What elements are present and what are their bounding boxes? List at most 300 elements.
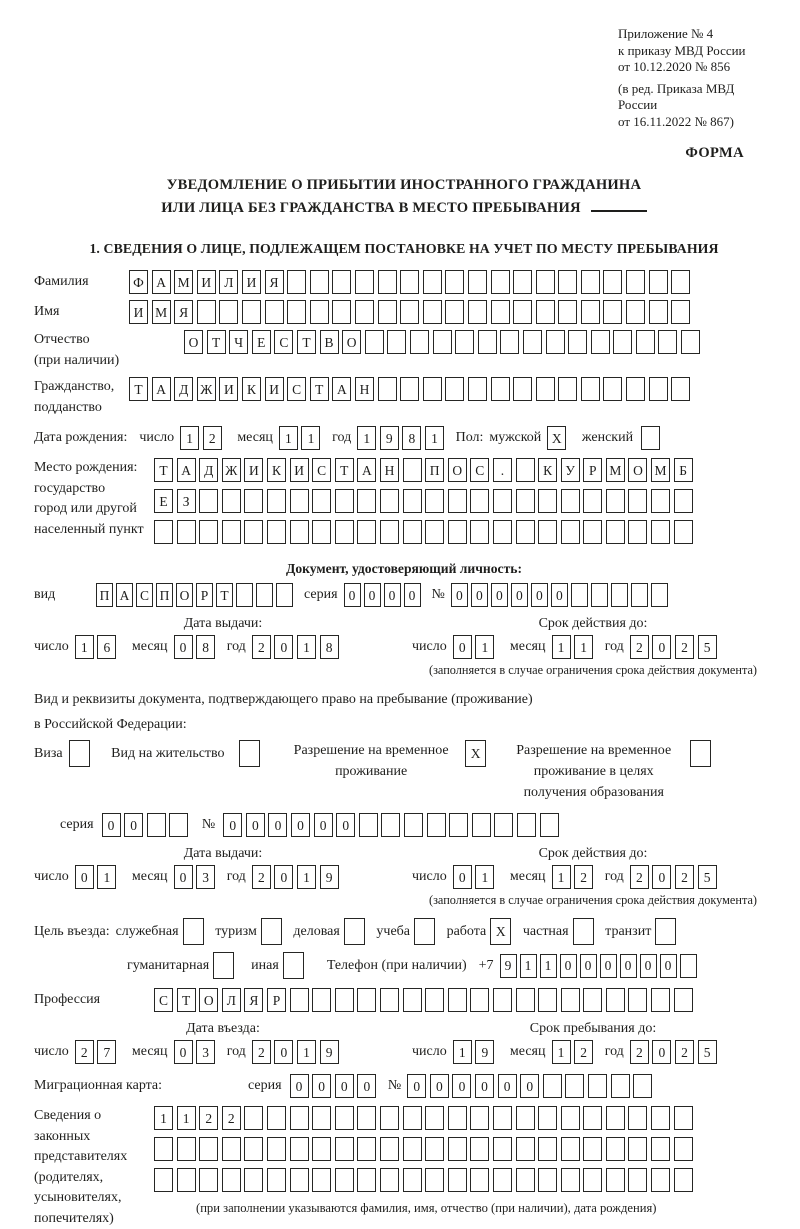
char-cell[interactable] — [387, 330, 406, 354]
char-cell[interactable] — [571, 583, 588, 607]
char-cell[interactable] — [606, 1168, 625, 1192]
char-cell[interactable]: 0 — [452, 1074, 471, 1098]
char-cell[interactable] — [312, 1168, 331, 1192]
char-cell[interactable] — [671, 377, 690, 401]
char-cell[interactable] — [359, 813, 378, 837]
char-cell[interactable] — [256, 583, 273, 607]
char-cell[interactable]: 2 — [675, 635, 694, 659]
char-cell[interactable] — [335, 988, 354, 1012]
char-cell[interactable] — [523, 330, 542, 354]
char-cell[interactable]: П — [425, 458, 444, 482]
char-cell[interactable] — [516, 458, 535, 482]
char-cell[interactable]: Р — [196, 583, 213, 607]
char-cell[interactable]: 1 — [520, 954, 537, 978]
char-cell[interactable] — [649, 377, 668, 401]
char-cell[interactable]: X — [547, 426, 566, 450]
char-cell[interactable] — [445, 300, 464, 324]
char-cell[interactable]: С — [274, 330, 293, 354]
char-cell[interactable]: 7 — [97, 1040, 116, 1064]
char-cell[interactable] — [335, 520, 354, 544]
char-cell[interactable] — [561, 1106, 580, 1130]
char-cell[interactable] — [378, 377, 397, 401]
char-cell[interactable]: А — [177, 458, 196, 482]
char-cell[interactable]: 1 — [552, 865, 571, 889]
char-cell[interactable]: 1 — [297, 1040, 316, 1064]
char-cell[interactable] — [516, 988, 535, 1012]
char-cell[interactable]: 3 — [196, 865, 215, 889]
char-cell[interactable] — [468, 270, 487, 294]
char-cell[interactable] — [287, 270, 306, 294]
char-cell[interactable] — [404, 813, 423, 837]
char-cell[interactable]: С — [154, 988, 173, 1012]
char-cell[interactable]: А — [152, 377, 171, 401]
char-cell[interactable] — [581, 270, 600, 294]
char-cell[interactable]: К — [267, 458, 286, 482]
char-cell[interactable] — [681, 330, 700, 354]
char-cell[interactable] — [267, 1106, 286, 1130]
char-cell[interactable] — [540, 813, 559, 837]
char-cell[interactable] — [651, 1106, 670, 1130]
char-cell[interactable]: П — [156, 583, 173, 607]
char-cell[interactable] — [606, 1137, 625, 1161]
char-cell[interactable]: 1 — [552, 1040, 571, 1064]
char-cell[interactable] — [603, 377, 622, 401]
char-cell[interactable] — [448, 1168, 467, 1192]
char-cell[interactable] — [244, 1168, 263, 1192]
char-cell[interactable]: 1 — [552, 635, 571, 659]
char-cell[interactable]: 1 — [475, 635, 494, 659]
char-cell[interactable]: С — [312, 458, 331, 482]
char-cell[interactable] — [433, 330, 452, 354]
char-cell[interactable] — [312, 1106, 331, 1130]
char-cell[interactable] — [380, 988, 399, 1012]
char-cell[interactable]: 1 — [154, 1106, 173, 1130]
char-cell[interactable]: Т — [335, 458, 354, 482]
char-cell[interactable]: 5 — [698, 865, 717, 889]
char-cell[interactable]: 9 — [500, 954, 517, 978]
char-cell[interactable]: 0 — [102, 813, 121, 837]
char-cell[interactable] — [335, 1106, 354, 1130]
char-cell[interactable] — [538, 520, 557, 544]
char-cell[interactable] — [177, 1137, 196, 1161]
char-cell[interactable] — [357, 1106, 376, 1130]
char-cell[interactable]: 2 — [252, 865, 271, 889]
char-cell[interactable]: О — [176, 583, 193, 607]
char-cell[interactable] — [290, 1137, 309, 1161]
char-cell[interactable] — [403, 458, 422, 482]
char-cell[interactable] — [357, 988, 376, 1012]
char-cell[interactable] — [403, 1137, 422, 1161]
char-cell[interactable] — [493, 1106, 512, 1130]
char-cell[interactable] — [568, 330, 587, 354]
char-cell[interactable] — [671, 270, 690, 294]
char-cell[interactable] — [606, 489, 625, 513]
char-cell[interactable] — [538, 489, 557, 513]
char-cell[interactable] — [591, 330, 610, 354]
char-cell[interactable] — [414, 918, 435, 945]
char-cell[interactable]: К — [242, 377, 261, 401]
char-cell[interactable] — [332, 300, 351, 324]
char-cell[interactable] — [611, 583, 628, 607]
char-cell[interactable] — [493, 988, 512, 1012]
char-cell[interactable] — [403, 988, 422, 1012]
char-cell[interactable] — [423, 270, 442, 294]
char-cell[interactable] — [651, 1168, 670, 1192]
char-cell[interactable] — [290, 1168, 309, 1192]
char-cell[interactable]: И — [197, 270, 216, 294]
char-cell[interactable]: 0 — [274, 865, 293, 889]
char-cell[interactable]: 1 — [75, 635, 94, 659]
char-cell[interactable]: 0 — [75, 865, 94, 889]
char-cell[interactable] — [561, 1168, 580, 1192]
char-cell[interactable]: 0 — [223, 813, 242, 837]
char-cell[interactable]: 1 — [97, 865, 116, 889]
char-cell[interactable] — [290, 1106, 309, 1130]
char-cell[interactable]: 8 — [402, 426, 421, 450]
char-cell[interactable]: 2 — [630, 1040, 649, 1064]
char-cell[interactable]: X — [490, 918, 511, 945]
char-cell[interactable] — [603, 270, 622, 294]
char-cell[interactable]: О — [199, 988, 218, 1012]
char-cell[interactable]: 9 — [320, 865, 339, 889]
char-cell[interactable]: 0 — [246, 813, 265, 837]
char-cell[interactable]: 0 — [475, 1074, 494, 1098]
char-cell[interactable]: 5 — [698, 1040, 717, 1064]
char-cell[interactable] — [651, 583, 668, 607]
char-cell[interactable] — [565, 1074, 584, 1098]
char-cell[interactable]: 0 — [174, 865, 193, 889]
char-cell[interactable] — [491, 300, 510, 324]
char-cell[interactable]: 0 — [660, 954, 677, 978]
char-cell[interactable] — [513, 377, 532, 401]
char-cell[interactable]: М — [152, 300, 171, 324]
char-cell[interactable]: 2 — [252, 1040, 271, 1064]
char-cell[interactable]: Я — [244, 988, 263, 1012]
char-cell[interactable]: 0 — [511, 583, 528, 607]
char-cell[interactable] — [674, 1137, 693, 1161]
char-cell[interactable] — [470, 1106, 489, 1130]
char-cell[interactable]: Р — [267, 988, 286, 1012]
char-cell[interactable] — [500, 330, 519, 354]
char-cell[interactable]: Ж — [197, 377, 216, 401]
char-cell[interactable] — [538, 1137, 557, 1161]
char-cell[interactable]: Ф — [129, 270, 148, 294]
char-cell[interactable]: С — [470, 458, 489, 482]
char-cell[interactable] — [536, 300, 555, 324]
char-cell[interactable] — [613, 330, 632, 354]
char-cell[interactable] — [573, 918, 594, 945]
char-cell[interactable] — [626, 377, 645, 401]
char-cell[interactable]: 0 — [268, 813, 287, 837]
char-cell[interactable]: Л — [219, 270, 238, 294]
char-cell[interactable]: А — [116, 583, 133, 607]
char-cell[interactable] — [538, 1168, 557, 1192]
char-cell[interactable] — [239, 740, 260, 767]
char-cell[interactable] — [671, 300, 690, 324]
char-cell[interactable] — [468, 300, 487, 324]
char-cell[interactable]: 1 — [574, 635, 593, 659]
char-cell[interactable]: 0 — [471, 583, 488, 607]
char-cell[interactable]: 0 — [531, 583, 548, 607]
char-cell[interactable] — [177, 1168, 196, 1192]
char-cell[interactable]: 2 — [252, 635, 271, 659]
char-cell[interactable] — [147, 813, 166, 837]
char-cell[interactable]: 0 — [652, 635, 671, 659]
char-cell[interactable]: 1 — [279, 426, 298, 450]
char-cell[interactable] — [312, 988, 331, 1012]
char-cell[interactable] — [427, 813, 446, 837]
char-cell[interactable]: И — [129, 300, 148, 324]
char-cell[interactable]: Ж — [222, 458, 241, 482]
char-cell[interactable] — [628, 1168, 647, 1192]
char-cell[interactable] — [468, 377, 487, 401]
char-cell[interactable]: И — [219, 377, 238, 401]
char-cell[interactable] — [312, 489, 331, 513]
char-cell[interactable] — [655, 918, 676, 945]
char-cell[interactable] — [199, 489, 218, 513]
char-cell[interactable] — [651, 520, 670, 544]
char-cell[interactable]: 0 — [580, 954, 597, 978]
char-cell[interactable] — [628, 988, 647, 1012]
char-cell[interactable]: 0 — [274, 635, 293, 659]
char-cell[interactable]: 1 — [540, 954, 557, 978]
char-cell[interactable]: 0 — [453, 635, 472, 659]
char-cell[interactable]: 0 — [174, 635, 193, 659]
char-cell[interactable] — [403, 1106, 422, 1130]
char-cell[interactable] — [423, 300, 442, 324]
char-cell[interactable]: 0 — [451, 583, 468, 607]
char-cell[interactable] — [493, 1137, 512, 1161]
char-cell[interactable] — [583, 520, 602, 544]
char-cell[interactable]: Н — [380, 458, 399, 482]
char-cell[interactable]: 0 — [290, 1074, 309, 1098]
char-cell[interactable] — [633, 1074, 652, 1098]
char-cell[interactable]: 0 — [364, 583, 381, 607]
char-cell[interactable] — [603, 300, 622, 324]
char-cell[interactable] — [448, 520, 467, 544]
char-cell[interactable] — [267, 1137, 286, 1161]
char-cell[interactable] — [169, 813, 188, 837]
char-cell[interactable] — [378, 300, 397, 324]
char-cell[interactable]: 1 — [453, 1040, 472, 1064]
char-cell[interactable] — [674, 489, 693, 513]
char-cell[interactable] — [516, 520, 535, 544]
char-cell[interactable]: С — [287, 377, 306, 401]
char-cell[interactable]: Н — [355, 377, 374, 401]
char-cell[interactable] — [213, 952, 234, 979]
char-cell[interactable] — [538, 988, 557, 1012]
char-cell[interactable]: З — [177, 489, 196, 513]
char-cell[interactable] — [425, 1137, 444, 1161]
char-cell[interactable] — [455, 330, 474, 354]
char-cell[interactable]: 0 — [491, 583, 508, 607]
char-cell[interactable] — [244, 1137, 263, 1161]
char-cell[interactable] — [355, 270, 374, 294]
char-cell[interactable]: Т — [154, 458, 173, 482]
char-cell[interactable] — [558, 377, 577, 401]
char-cell[interactable]: 3 — [196, 1040, 215, 1064]
char-cell[interactable] — [561, 520, 580, 544]
char-cell[interactable] — [312, 520, 331, 544]
char-cell[interactable]: 0 — [551, 583, 568, 607]
char-cell[interactable] — [448, 1137, 467, 1161]
char-cell[interactable] — [516, 1137, 535, 1161]
char-cell[interactable] — [583, 489, 602, 513]
char-cell[interactable]: Р — [583, 458, 602, 482]
char-cell[interactable]: 0 — [174, 1040, 193, 1064]
char-cell[interactable] — [222, 489, 241, 513]
char-cell[interactable]: Д — [199, 458, 218, 482]
char-cell[interactable] — [628, 1106, 647, 1130]
char-cell[interactable]: О — [628, 458, 647, 482]
char-cell[interactable]: Л — [222, 988, 241, 1012]
char-cell[interactable]: 2 — [574, 865, 593, 889]
char-cell[interactable]: Т — [207, 330, 226, 354]
char-cell[interactable]: 0 — [640, 954, 657, 978]
char-cell[interactable] — [470, 1168, 489, 1192]
char-cell[interactable] — [197, 300, 216, 324]
char-cell[interactable] — [410, 330, 429, 354]
char-cell[interactable] — [425, 1168, 444, 1192]
char-cell[interactable] — [380, 1137, 399, 1161]
char-cell[interactable] — [606, 520, 625, 544]
char-cell[interactable]: 1 — [297, 865, 316, 889]
char-cell[interactable] — [680, 954, 697, 978]
char-cell[interactable] — [513, 270, 532, 294]
char-cell[interactable]: 9 — [475, 1040, 494, 1064]
char-cell[interactable]: 1 — [357, 426, 376, 450]
char-cell[interactable]: 2 — [675, 1040, 694, 1064]
char-cell[interactable]: 8 — [320, 635, 339, 659]
char-cell[interactable] — [516, 1106, 535, 1130]
char-cell[interactable] — [674, 988, 693, 1012]
char-cell[interactable] — [606, 1106, 625, 1130]
char-cell[interactable] — [493, 520, 512, 544]
char-cell[interactable]: 1 — [425, 426, 444, 450]
char-cell[interactable]: Я — [265, 270, 284, 294]
char-cell[interactable]: 1 — [180, 426, 199, 450]
char-cell[interactable] — [290, 988, 309, 1012]
char-cell[interactable] — [538, 1106, 557, 1130]
char-cell[interactable]: А — [332, 377, 351, 401]
char-cell[interactable]: Б — [674, 458, 693, 482]
char-cell[interactable]: К — [538, 458, 557, 482]
char-cell[interactable] — [583, 1106, 602, 1130]
char-cell[interactable]: Е — [154, 489, 173, 513]
char-cell[interactable]: О — [184, 330, 203, 354]
char-cell[interactable] — [357, 520, 376, 544]
char-cell[interactable] — [267, 489, 286, 513]
char-cell[interactable]: 0 — [652, 1040, 671, 1064]
char-cell[interactable] — [649, 300, 668, 324]
char-cell[interactable] — [583, 1168, 602, 1192]
char-cell[interactable]: 2 — [199, 1106, 218, 1130]
char-cell[interactable]: 2 — [675, 865, 694, 889]
char-cell[interactable] — [448, 489, 467, 513]
char-cell[interactable] — [491, 270, 510, 294]
char-cell[interactable] — [690, 740, 711, 767]
char-cell[interactable] — [470, 520, 489, 544]
char-cell[interactable] — [154, 520, 173, 544]
char-cell[interactable] — [199, 1168, 218, 1192]
char-cell[interactable]: . — [493, 458, 512, 482]
char-cell[interactable] — [674, 1168, 693, 1192]
char-cell[interactable] — [478, 330, 497, 354]
char-cell[interactable] — [310, 300, 329, 324]
char-cell[interactable] — [494, 813, 513, 837]
char-cell[interactable] — [199, 520, 218, 544]
char-cell[interactable] — [265, 300, 284, 324]
char-cell[interactable] — [583, 1137, 602, 1161]
char-cell[interactable]: Е — [252, 330, 271, 354]
char-cell[interactable] — [448, 1106, 467, 1130]
char-cell[interactable] — [628, 520, 647, 544]
char-cell[interactable] — [244, 489, 263, 513]
char-cell[interactable] — [357, 1168, 376, 1192]
char-cell[interactable] — [357, 1137, 376, 1161]
char-cell[interactable] — [591, 583, 608, 607]
char-cell[interactable]: 0 — [498, 1074, 517, 1098]
char-cell[interactable] — [470, 988, 489, 1012]
char-cell[interactable] — [536, 270, 555, 294]
char-cell[interactable]: 0 — [384, 583, 401, 607]
char-cell[interactable]: Т — [129, 377, 148, 401]
char-cell[interactable] — [626, 300, 645, 324]
char-cell[interactable]: 0 — [407, 1074, 426, 1098]
char-cell[interactable] — [651, 489, 670, 513]
char-cell[interactable] — [154, 1137, 173, 1161]
char-cell[interactable] — [425, 489, 444, 513]
char-cell[interactable]: 0 — [291, 813, 310, 837]
char-cell[interactable]: 1 — [475, 865, 494, 889]
char-cell[interactable] — [493, 489, 512, 513]
char-cell[interactable] — [493, 1168, 512, 1192]
char-cell[interactable]: Т — [297, 330, 316, 354]
char-cell[interactable]: 0 — [357, 1074, 376, 1098]
char-cell[interactable] — [380, 1168, 399, 1192]
char-cell[interactable] — [561, 1137, 580, 1161]
char-cell[interactable] — [558, 300, 577, 324]
char-cell[interactable]: 0 — [335, 1074, 354, 1098]
char-cell[interactable] — [425, 988, 444, 1012]
char-cell[interactable]: 0 — [344, 583, 361, 607]
char-cell[interactable] — [335, 1168, 354, 1192]
char-cell[interactable]: 2 — [630, 865, 649, 889]
char-cell[interactable] — [381, 813, 400, 837]
char-cell[interactable]: 9 — [380, 426, 399, 450]
char-cell[interactable] — [543, 1074, 562, 1098]
char-cell[interactable] — [267, 1168, 286, 1192]
char-cell[interactable] — [380, 1106, 399, 1130]
char-cell[interactable]: 0 — [600, 954, 617, 978]
char-cell[interactable]: 0 — [560, 954, 577, 978]
char-cell[interactable] — [658, 330, 677, 354]
char-cell[interactable] — [561, 489, 580, 513]
char-cell[interactable] — [219, 300, 238, 324]
char-cell[interactable] — [335, 1137, 354, 1161]
char-cell[interactable]: М — [174, 270, 193, 294]
char-cell[interactable] — [199, 1137, 218, 1161]
char-cell[interactable]: 0 — [453, 865, 472, 889]
char-cell[interactable] — [536, 377, 555, 401]
char-cell[interactable]: X — [465, 740, 486, 767]
char-cell[interactable]: 0 — [336, 813, 355, 837]
char-cell[interactable]: И — [244, 458, 263, 482]
char-cell[interactable] — [558, 270, 577, 294]
char-cell[interactable]: 0 — [274, 1040, 293, 1064]
char-cell[interactable]: 5 — [698, 635, 717, 659]
char-cell[interactable]: Я — [174, 300, 193, 324]
